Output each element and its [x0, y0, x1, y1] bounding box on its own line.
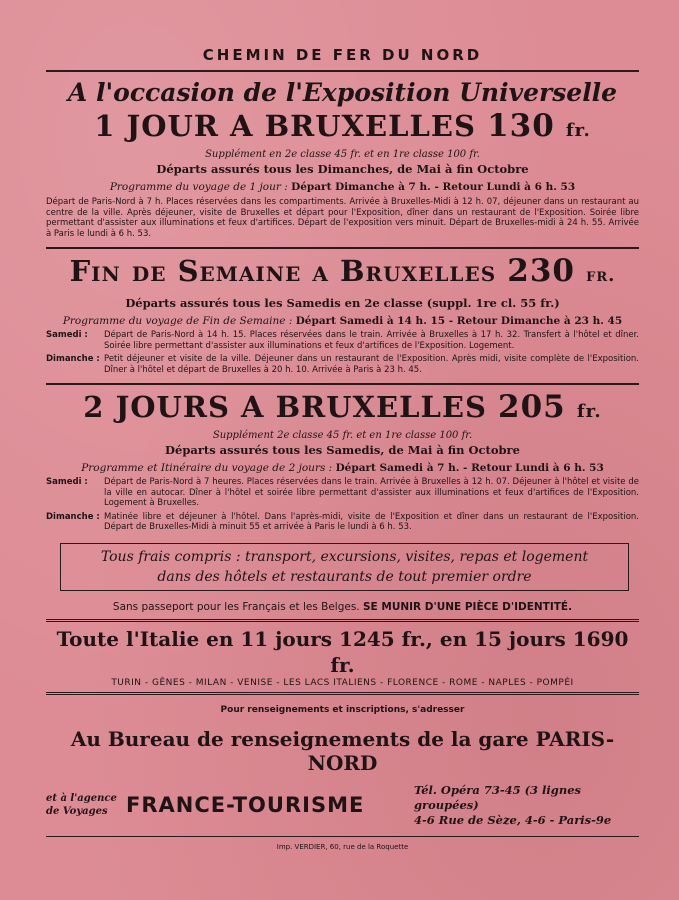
offer-2-price: 230 [507, 253, 575, 289]
offer-3-day-sunday [46, 512, 639, 533]
offer-3-programme-times: Départ Samedi à 7 h. - Retour Lundi à 6 h. 53 [335, 462, 604, 474]
agency-telephone: Tél. Opéra 73-45 (3 lignes groupées) [414, 782, 581, 812]
offer-1-programme-times: Départ Dimanche à 7 h. - Retour Lundi à 6 h. 53 [291, 181, 576, 193]
divider [46, 619, 639, 622]
day-text: Petit déjeuner et visite de la ville. Déjeuner dans un restaurant de l'Exposition. Après midi, visite complète de l'Exposition. Dîner à l'hôtel et départ de Bruxelles à 20 h. 10. Arrivée à Paris à 23 h. 45. [104, 354, 639, 375]
day-text: Matinée libre et déjeuner à l'hôtel. Dans l'après-midi, visite de l'Exposition et dîner dans un restaurant de l'Exposition. Départ de Bruxelles-Midi à minuit 55 et arrivée à Paris le lundi à 6 h. 53. [104, 511, 639, 532]
offer-2-programme-times: Départ Samedi à 14 h. 15 - Retour Dimanche à 23 h. 45 [295, 315, 623, 327]
divider [46, 70, 639, 72]
agency-address [414, 783, 639, 828]
divider [46, 836, 639, 837]
offer-2-unit: fr. [586, 265, 616, 286]
all-inclusive-line-1: Tous frais compris : transport, excursions, visites, repas et logement [100, 548, 589, 565]
offer-1-departures: Départs assurés tous les Dimanches, de Mai à fin Octobre [156, 162, 529, 176]
offer-3-name: 2 JOURS A BRUXELLES [83, 390, 487, 424]
passport-notice-bold: SE MUNIR D'UNE PIÈCE D'IDENTITÉ. [362, 600, 573, 613]
all-inclusive-line-2: dans des hôtels et restaurants de tout premier ordre [157, 568, 532, 585]
offer-1-details: Départ de Paris-Nord à 7 h. Places réservées dans les compartiments. Arrivée à Bruxelles-Midi à 12 h. 07, déjeuner dans un restaurant au centre de la ville. Après déjeuner, visite de Bruxelles et départ pour l'Exposition, dîner dans un restaurant de l'Exposition. Soirée libre permettant d'assister aux illuminations et feux d'artifices. Départ de l'exposition vers minuit. Départ de Bruxelles-midi à 24 h. 55. Arrivée à Paris le lundi à 6 h. 53. [46, 197, 639, 239]
offer-3-unit: fr. [576, 401, 602, 422]
day-label: Samedi : [46, 330, 88, 340]
agency-name: FRANCE-TOURISME [126, 793, 365, 817]
italy-offer: Toute l'Italie en 11 jours 1245 fr., en 15 jours 1690 fr. [56, 626, 629, 677]
offer-1-name: 1 JOUR A BRUXELLES [94, 109, 476, 143]
offer-2-programme-label: Programme du voyage de Fin de Semaine : [62, 315, 296, 327]
offer-3-programme-label: Programme et Itinéraire du voyage de 2 jours : [81, 462, 336, 474]
agency-label [46, 792, 126, 818]
offer-2-day-saturday [46, 330, 639, 351]
agency-block [46, 783, 639, 828]
day-label: Samedi : [46, 477, 88, 487]
agency-label-2: de Voyages [46, 806, 108, 817]
passport-notice [46, 601, 639, 613]
offer-2-day-sunday [46, 354, 639, 375]
offer-3-price: 205 [498, 389, 566, 425]
offer-3-supplement: Supplément 2e classe 45 fr. et en 1re classe 100 fr. [212, 430, 473, 441]
divider [46, 383, 639, 385]
divider [46, 247, 639, 249]
offer-3-title [46, 389, 639, 430]
italy-cities: TURIN - GÊNES - MILAN - VENISE - LES LACS ITALIENS - FLORENCE - ROME - NAPLES - POMPÉI [111, 677, 574, 688]
bureau-line: Au Bureau de renseignements de la gare PARIS-NORD [70, 726, 615, 775]
offer-3-day-saturday [46, 477, 639, 509]
offer-1-price: 130 [487, 108, 555, 144]
offer-2-programme [46, 315, 639, 327]
day-label: Dimanche : [46, 354, 100, 364]
info-line: Pour renseignements et inscriptions, s'adresser [220, 704, 465, 715]
railway-header: CHEMIN DE FER DU NORD [202, 46, 483, 64]
agency-label-1: et à l'agence [46, 793, 117, 804]
offer-2-title [46, 253, 639, 294]
passport-notice-text: Sans passeport pour les Français et les Belges. [112, 600, 363, 613]
offer-1-supplement: Supplément en 2e classe 45 fr. et en 1re classe 100 fr. [205, 149, 480, 160]
offer-1-programme-label: Programme du voyage de 1 jour : [109, 181, 292, 193]
day-label: Dimanche : [46, 511, 100, 522]
agency-street: 4-6 Rue de Sèze, 4-6 - Paris-9e [414, 812, 612, 827]
offer-3-programme [46, 462, 639, 474]
offer-3-departures: Départs assurés tous les Samedis, de Mai à fin Octobre [165, 443, 520, 457]
divider [46, 692, 639, 695]
headline: A l'occasion de l'Exposition Universelle [67, 78, 618, 107]
offer-1-title [46, 108, 639, 149]
all-inclusive-box [60, 543, 629, 591]
printer-credit: Imp. VERDIER, 60, rue de la Roquette [276, 842, 409, 851]
offer-1-unit: fr. [565, 120, 591, 141]
offer-2-departures: Départs assurés tous les Samedis en 2e classe (suppl. 1re cl. 55 fr.) [125, 296, 560, 310]
day-text: Départ de Paris-Nord à 14 h. 15. Places réservées dans le train. Arrivée à Bruxelles à 17 h. 32. Transfert à l'hôtel et dîner. Soirée libre permettant d'assister aux illuminations et feux d'artifices de l'Exposition. Logement. [104, 330, 639, 351]
day-text: Départ de Paris-Nord à 7 heures. Places réservées dans le train. Arrivée à Bruxelles à 12 h. 07. Déjeuner à l'hôtel et visite de la ville en autocar. Dîner à l'hôtel et soirée libre permettant d'assister aux illuminations et feux d'artifices de l'Exposition. Logement à Bruxelles. [104, 477, 639, 508]
offer-2-name: Fin de Semaine a Bruxelles [69, 254, 497, 288]
offer-1-programme [46, 181, 639, 193]
